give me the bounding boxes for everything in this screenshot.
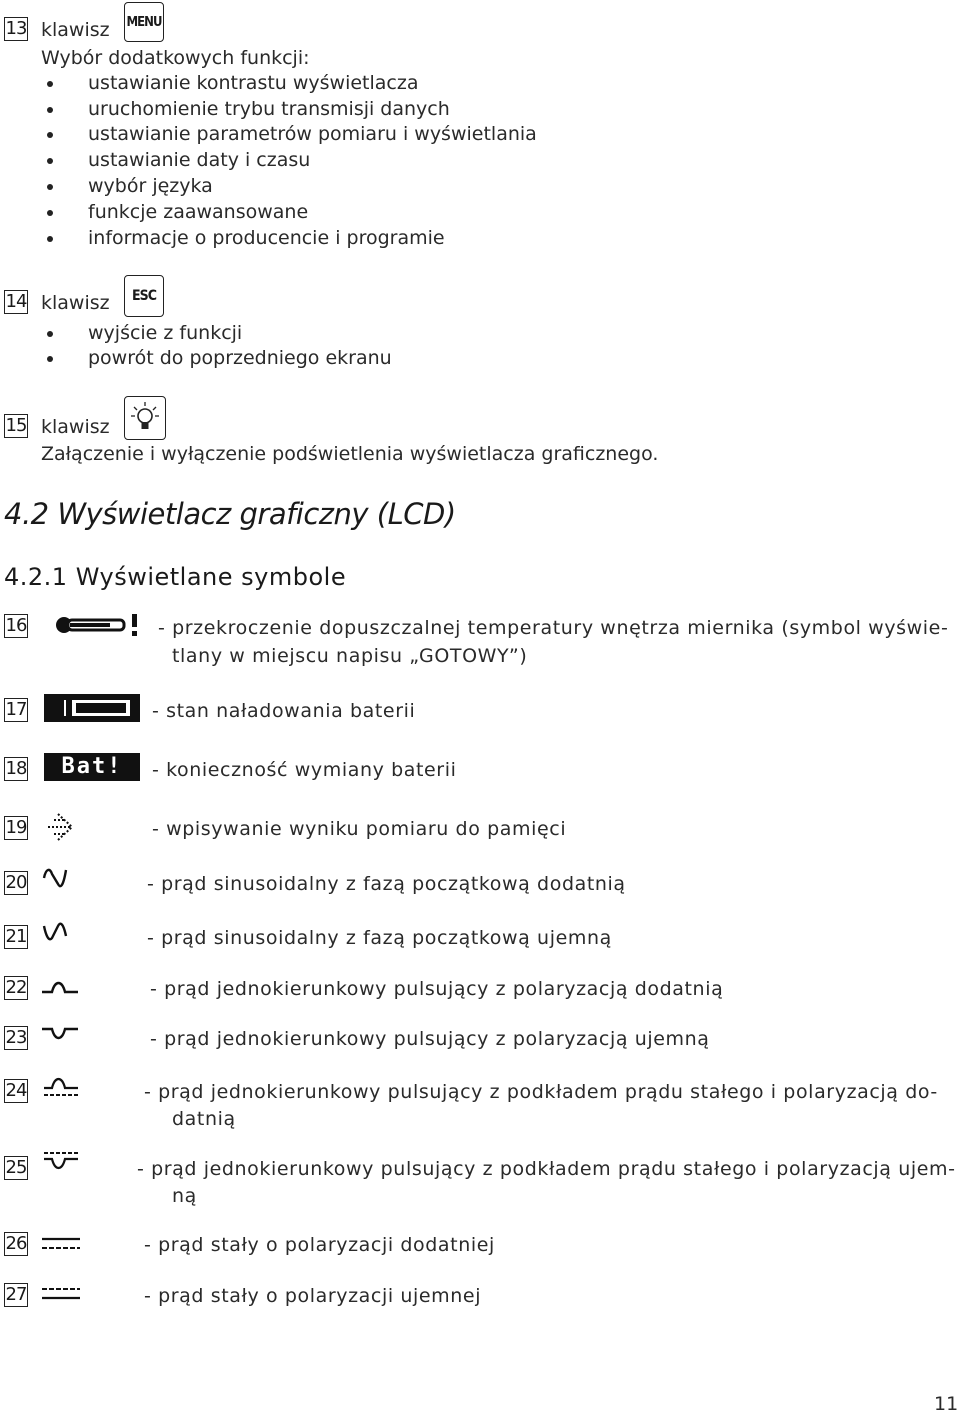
section-heading: 4.2 Wyświetlacz graficzny (LCD) — [4, 497, 456, 531]
bullet-icon — [47, 356, 53, 362]
battery-replace-icon: Bat! — [44, 753, 140, 781]
symbol-25-desc-line1: - prąd jednokierunkowy pulsujący z podkładem prądu stałego i polaryzacją ujem- — [137, 1158, 956, 1180]
symbol-21-desc: - prąd sinusoidalny z fazą początkową ujemną — [147, 927, 612, 949]
item-number-25: 25 — [5, 1157, 27, 1178]
bullet-icon — [47, 132, 53, 138]
bullet-icon — [47, 184, 53, 190]
backlight-description: Załączenie i wyłączenie podświetlenia wyświetlacza graficznego. — [41, 443, 659, 465]
menu-item-3: ustawianie parametrów pomiaru i wyświetlania — [88, 123, 537, 145]
item-number-20: 20 — [5, 872, 27, 893]
sine-negative-icon — [42, 920, 70, 944]
pulsating-negative-icon — [40, 1024, 82, 1044]
symbol-24-desc-line2: datnią — [172, 1108, 236, 1130]
menu-key-icon — [124, 2, 164, 42]
item-number-26: 26 — [5, 1233, 27, 1254]
menu-item-7: informacje o producencie i programie — [88, 227, 445, 249]
symbol-20-desc: - prąd sinusoidalny z fazą początkową dodatnią — [147, 873, 626, 895]
dc-negative-icon — [40, 1286, 84, 1302]
symbol-22-desc: - prąd jednokierunkowy pulsujący z polaryzacją dodatnią — [150, 978, 724, 1000]
item-number-13: 13 — [5, 18, 27, 39]
esc-item-2: powrót do poprzedniego ekranu — [88, 347, 392, 369]
key-word-14: klawisz — [41, 292, 110, 314]
menu-item-5: wybór języka — [88, 175, 213, 197]
backlight-key-icon — [124, 396, 166, 440]
menu-intro: Wybór dodatkowych funkcji: — [41, 47, 310, 69]
battery-level-icon — [44, 694, 140, 722]
key-word-13: klawisz — [41, 19, 110, 41]
dc-positive-icon — [40, 1236, 84, 1252]
item-number-19: 19 — [5, 817, 27, 838]
item-number-23: 23 — [5, 1027, 27, 1048]
item-number-14: 14 — [5, 291, 27, 312]
item-number-17: 17 — [5, 699, 27, 720]
menu-item-1: ustawianie kontrastu wyświetlacza — [88, 72, 419, 94]
memory-write-icon — [46, 812, 78, 842]
symbol-24-desc-line1: - prąd jednokierunkowy pulsujący z podkładem prądu stałego i polaryzacją do- — [144, 1081, 938, 1103]
bullet-icon — [47, 210, 53, 216]
symbol-23-desc: - prąd jednokierunkowy pulsujący z polaryzacją ujemną — [150, 1028, 710, 1050]
page-number: 11 — [934, 1393, 959, 1415]
menu-key-label: MENU — [126, 14, 162, 30]
symbol-26-desc: - prąd stały o polaryzacji dodatniej — [144, 1234, 495, 1256]
pulsating-positive-icon — [40, 976, 82, 996]
esc-key-icon — [124, 275, 164, 317]
menu-item-2: uruchomienie trybu transmisji danych — [88, 98, 450, 120]
menu-item-6: funkcje zaawansowane — [88, 201, 309, 223]
bullet-icon — [47, 331, 53, 337]
symbol-27-desc: - prąd stały o polaryzacji ujemnej — [144, 1285, 482, 1307]
item-number-27: 27 — [5, 1284, 27, 1305]
item-number-21: 21 — [5, 926, 27, 947]
sine-positive-icon — [42, 866, 70, 890]
item-number-16: 16 — [5, 615, 27, 636]
item-number-24: 24 — [5, 1080, 27, 1101]
lightbulb-icon — [125, 397, 165, 439]
symbol-17-desc: - stan naładowania baterii — [152, 700, 416, 722]
bullet-icon — [47, 236, 53, 242]
bullet-icon — [47, 158, 53, 164]
symbol-16-desc-line2: tlany w miejscu napisu „GOTOWY”) — [172, 645, 528, 667]
symbol-16-desc-line1: - przekroczenie dopuszczalnej temperatury wnętrza miernika (symbol wyświe- — [158, 617, 949, 639]
pulsating-dc-positive-icon — [40, 1074, 84, 1100]
symbol-25-desc-line2: ną — [172, 1185, 197, 1207]
item-number-15: 15 — [5, 415, 27, 436]
thermometer-warning-icon — [48, 612, 148, 638]
esc-item-1: wyjście z funkcji — [88, 322, 243, 344]
pulsating-dc-negative-icon — [40, 1150, 84, 1176]
item-number-18: 18 — [5, 758, 27, 779]
key-word-15: klawisz — [41, 416, 110, 438]
item-number-22: 22 — [5, 977, 27, 998]
bullet-icon — [47, 107, 53, 113]
symbol-18-desc: - konieczność wymiany baterii — [152, 759, 457, 781]
esc-key-label: ESC — [132, 288, 156, 304]
subsection-heading: 4.2.1 Wyświetlane symbole — [4, 563, 347, 591]
bullet-icon — [47, 81, 53, 87]
symbol-19-desc: - wpisywanie wyniku pomiaru do pamięci — [152, 818, 567, 840]
menu-item-4: ustawianie daty i czasu — [88, 149, 311, 171]
